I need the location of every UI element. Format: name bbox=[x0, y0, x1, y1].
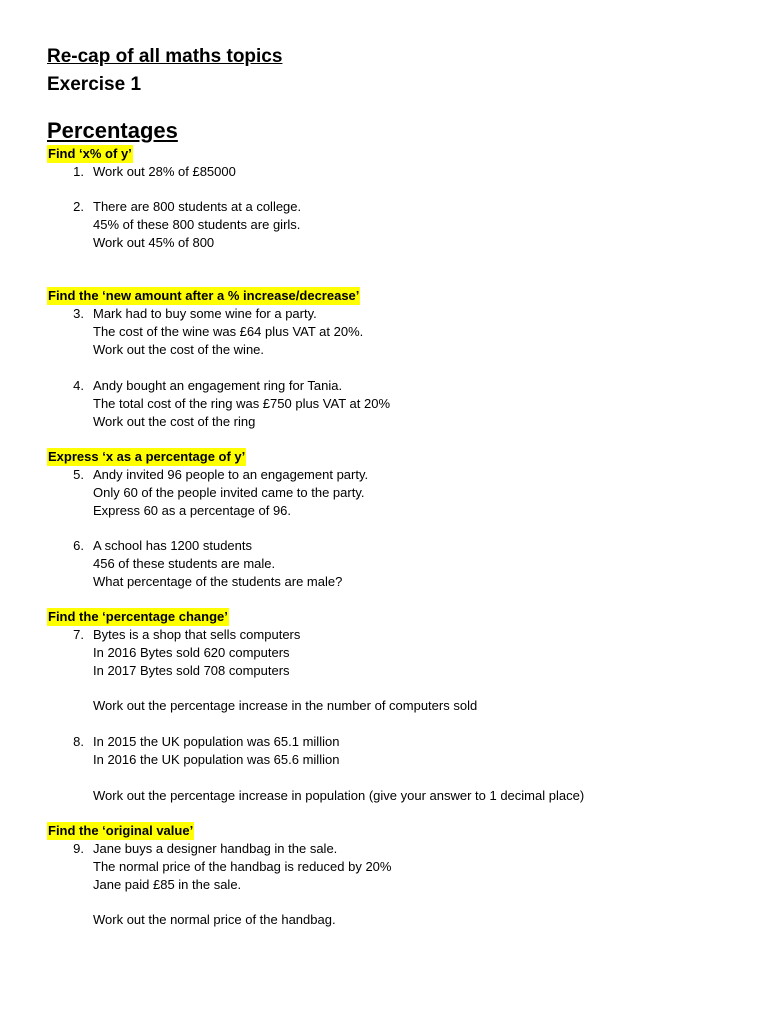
question-text: Work out 28% of £85000 bbox=[93, 164, 236, 179]
question-number: 3. bbox=[73, 306, 84, 321]
question-text: Bytes is a shop that sells computers bbox=[93, 627, 301, 642]
question-text: Jane paid £85 in the sale. bbox=[93, 877, 242, 892]
question-text: What percentage of the students are male? bbox=[93, 574, 343, 589]
subheading-new-amount: Find the ‘new amount after a % increase/decrease’ bbox=[48, 288, 360, 303]
question-text: Only 60 of the people invited came to the party. bbox=[93, 485, 365, 500]
question-number: 7. bbox=[73, 627, 84, 642]
subheading-find-percent-of: Find ‘x% of y’ bbox=[48, 146, 132, 161]
question-text: Work out the normal price of the handbag. bbox=[93, 912, 336, 927]
question-number: 1. bbox=[73, 164, 84, 179]
question-number: 9. bbox=[73, 841, 84, 856]
question-text: In 2017 Bytes sold 708 computers bbox=[93, 663, 290, 678]
question-text: In 2015 the UK population was 65.1 million bbox=[93, 734, 340, 749]
question-text: In 2016 Bytes sold 620 computers bbox=[93, 645, 290, 660]
question-text: In 2016 the UK population was 65.6 million bbox=[93, 752, 340, 767]
question-text: A school has 1200 students bbox=[93, 538, 253, 553]
question-text: Andy bought an engagement ring for Tania. bbox=[93, 378, 343, 393]
document-subtitle: Exercise 1 bbox=[47, 74, 142, 95]
question-number: 8. bbox=[73, 734, 84, 749]
question-text: Jane buys a designer handbag in the sale. bbox=[93, 841, 338, 856]
question-text: Work out the percentage increase in the number of computers sold bbox=[93, 698, 478, 713]
question-text: The total cost of the ring was £750 plus VAT at 20% bbox=[93, 396, 391, 411]
subheading-percentage-change: Find the ‘percentage change’ bbox=[48, 609, 228, 624]
question-text: Work out 45% of 800 bbox=[93, 235, 215, 250]
question-text: 45% of these 800 students are girls. bbox=[93, 217, 301, 232]
question-text: 456 of these students are male. bbox=[93, 556, 276, 571]
question-text: The cost of the wine was £64 plus VAT at 20%. bbox=[93, 324, 364, 339]
question-text: Express 60 as a percentage of 96. bbox=[93, 503, 292, 518]
question-text: Andy invited 96 people to an engagement party. bbox=[93, 467, 369, 482]
section-heading: Percentages bbox=[47, 118, 178, 143]
question-number: 4. bbox=[73, 378, 84, 393]
subheading-express-percentage: Express ‘x as a percentage of y’ bbox=[48, 449, 246, 464]
question-number: 6. bbox=[73, 538, 84, 553]
question-text: The normal price of the handbag is reduced by 20% bbox=[93, 859, 392, 874]
question-text: Work out the cost of the wine. bbox=[93, 342, 265, 357]
question-text: Work out the percentage increase in population (give your answer to 1 decimal place) bbox=[93, 788, 585, 803]
subheading-original-value: Find the ‘original value’ bbox=[48, 823, 194, 838]
question-number: 5. bbox=[73, 467, 84, 482]
question-number: 2. bbox=[73, 199, 84, 214]
question-text: Mark had to buy some wine for a party. bbox=[93, 306, 317, 321]
question-text: Work out the cost of the ring bbox=[93, 414, 256, 429]
document-title: Re-cap of all maths topics bbox=[47, 46, 283, 67]
question-text: There are 800 students at a college. bbox=[93, 199, 302, 214]
